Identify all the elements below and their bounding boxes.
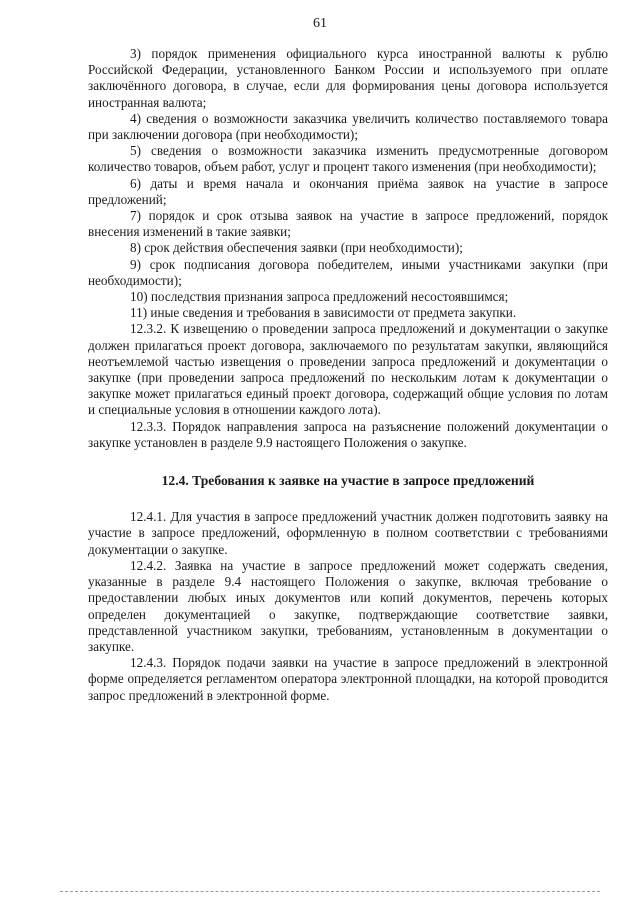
list-item-4: 4) сведения о возможности заказчика увеличить количество поставляемого товара при заключении договора (при необходимости); <box>88 110 608 143</box>
list-item-9: 9) срок подписания договора победителем, иными участниками закупки (при необходимости); <box>88 256 608 288</box>
section-heading: 12.4. Требования к заявке на участие в запросе предложений <box>161 473 535 489</box>
list-item-3: 3) порядок применения официального курса иностранной валюты к рублю Российской Федерации, установленного Банком России и используемого при оплате заключённого договора, в случае, если для формирования цены договора используется иностранная валюта; <box>88 46 608 110</box>
clause-12-4-1: 12.4.1. Для участия в запросе предложений участник должен подготовить заявку на участие в запросе предложений, оформленную в полном соответствии с требованиями документации о закупке. <box>88 509 608 557</box>
clause-12-3-2: 12.3.2. К извещению о проведении запроса предложений и документации о закупке должен прилагаться проект договора, заключаемого по результатам закупки, являющийся неотъемлемой частью извещения о проведении запроса предложений и документации о закупке (при проведении запроса предложений по нескольким лотам к документации о закупке может прилагаться единый проект договора, содержащий общие условия по лотам и специальные условия в отношении каждого лота). <box>88 321 608 418</box>
page-bottom-rule <box>60 891 600 892</box>
list-item-6: 6) даты и время начала и окончания приёма заявок на участие в запросе предложений; <box>88 175 608 207</box>
document-body <box>88 46 608 704</box>
clause-12-4-2: 12.4.2. Заявка на участие в запросе предложений может содержать сведения, указанные в разделе 9.4 настоящего Положения о закупке, включая требование о предоставлении любых иных документов или копий документов, перечень которых определен документацией о закупке, подтверждающие соответствие заявки, представленной участником закупки, требованиям, установленным в документации о закупке. <box>88 557 608 654</box>
list-item-5: 5) сведения о возможности заказчика изменить предусмотренные договором количество товаров, объем работ, услуг и процент такого изменения (при необходимости); <box>88 143 608 175</box>
list-item-7: 7) порядок и срок отзыва заявок на участие в запросе предложений, порядок внесения изменений в такие заявки; <box>88 208 608 240</box>
list-item-11: 11) иные сведения и требования в зависимости от предмета закупки. <box>130 305 517 321</box>
clause-12-4-3: 12.4.3. Порядок подачи заявки на участие в запросе предложений в электронной форме определяется регламентом оператора электронной площадки, на которой проводится запрос предложений в электронной форме. <box>88 655 608 703</box>
clause-12-3-3: 12.3.3. Порядок направления запроса на разъяснение положений документации о закупке установлен в разделе 9.9 настоящего Положения о закупке. <box>88 418 608 450</box>
list-item-10: 10) последствия признания запроса предложений несостоявшимся; <box>130 289 509 305</box>
page-number: 61 <box>313 16 327 31</box>
list-item-8: 8) срок действия обеспечения заявки (при необходимости); <box>130 240 463 256</box>
